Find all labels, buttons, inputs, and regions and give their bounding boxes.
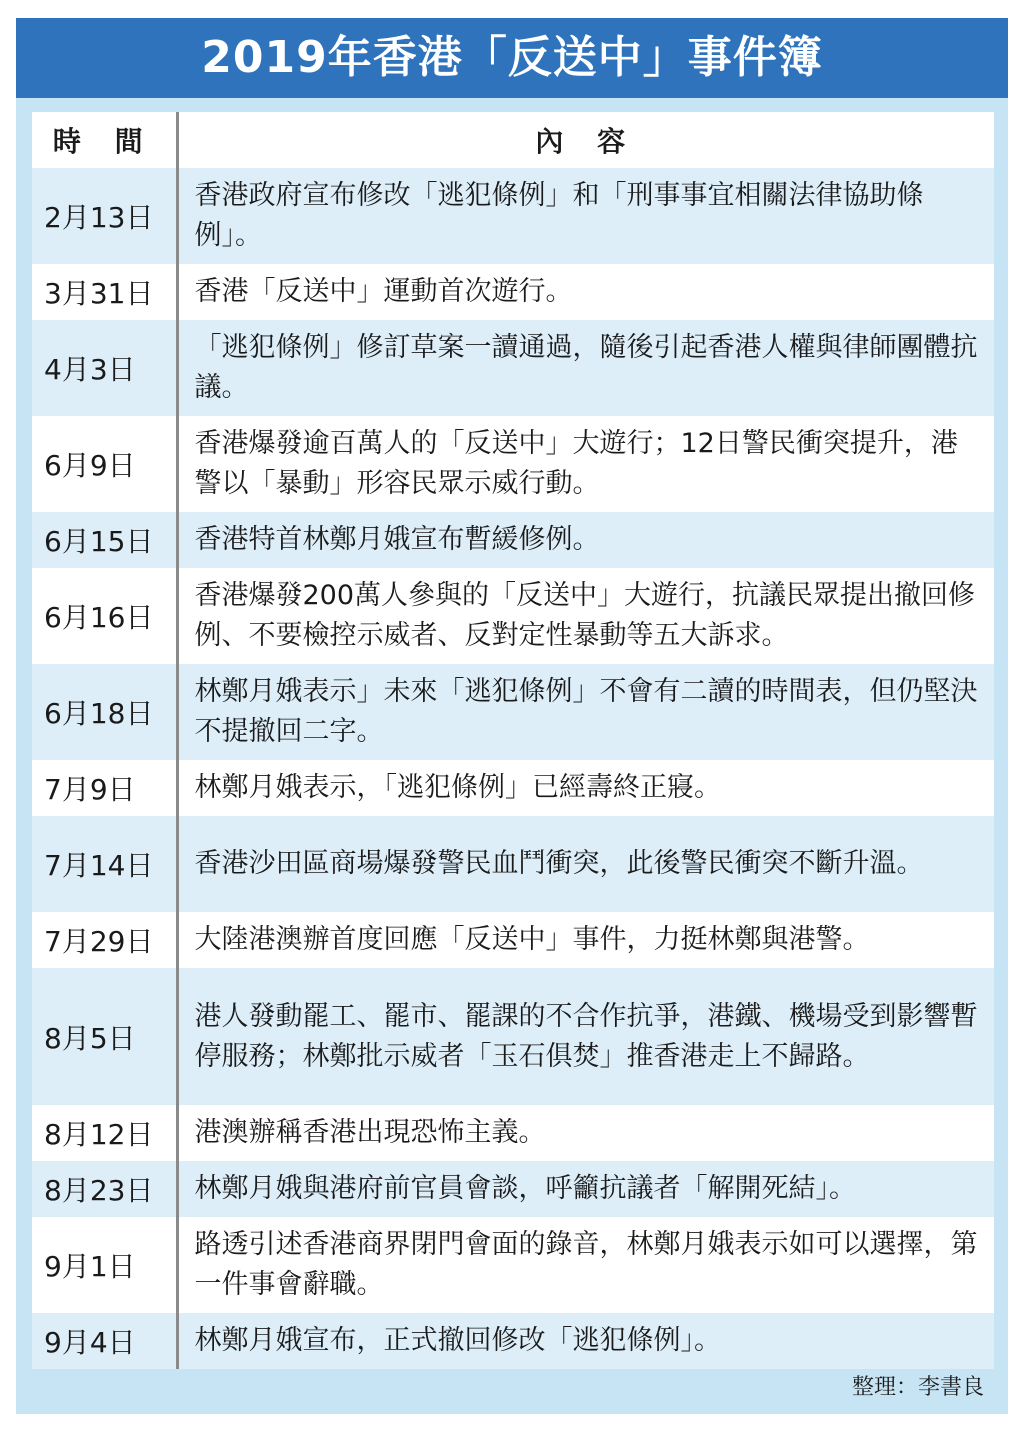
event-date: 6月16日: [32, 568, 177, 664]
event-description: 香港沙田區商場爆發警民血鬥衝突，此後警民衝突不斷升溫。: [177, 816, 994, 912]
table-row: [32, 912, 994, 968]
event-description: 「逃犯條例」修訂草案一讀通過，隨後引起香港人權與律師團體抗議。: [177, 320, 994, 416]
date-column-header: 時 間: [32, 112, 177, 168]
event-date: 8月5日: [32, 968, 177, 1105]
credit-line: 整理：李書良: [851, 1375, 984, 1400]
event-date: 7月9日: [32, 760, 177, 816]
event-date: 8月23日: [32, 1161, 177, 1217]
event-description: 港澳辦稱香港出現恐怖主義。: [177, 1105, 994, 1161]
table-row: [32, 968, 994, 1105]
table-header-row: [32, 112, 994, 168]
event-description: 香港政府宣布修改「逃犯條例」和「刑事事宜相關法律協助條例」。: [177, 168, 994, 264]
event-description: 林鄭月娥宣布，正式撤回修改「逃犯條例」。: [177, 1313, 994, 1369]
page-title: 2019年香港「反送中」事件簿: [16, 18, 1008, 98]
table-row: [32, 416, 994, 512]
table-row: [32, 1313, 994, 1369]
event-date: 2月13日: [32, 168, 177, 264]
table-row: [32, 264, 994, 320]
timeline-table: [32, 112, 994, 1369]
event-description: 香港「反送中」運動首次遊行。: [177, 264, 994, 320]
event-date: 6月9日: [32, 416, 177, 512]
event-description: 林鄭月娥表示，「逃犯條例」已經壽終正寢。: [177, 760, 994, 816]
table-row: [32, 760, 994, 816]
table-row: [32, 1217, 994, 1313]
table-row: [32, 664, 994, 760]
event-description: 路透引述香港商界閉門會面的錄音，林鄭月娥表示如可以選擇，第一件事會辭職。: [177, 1217, 994, 1313]
table-row: [32, 512, 994, 568]
event-description: 香港爆發200萬人參與的「反送中」大遊行，抗議民眾提出撤回修例、不要檢控示威者、反對定性暴動等五大訴求。: [177, 568, 994, 664]
event-date: 7月29日: [32, 912, 177, 968]
event-description: 香港特首林鄭月娥宣布暫緩修例。: [177, 512, 994, 568]
content-column-header: 內 容: [177, 112, 994, 168]
event-date: 9月4日: [32, 1313, 177, 1369]
event-description: 林鄭月娥表示」未來「逃犯條例」不會有二讀的時間表，但仍堅決不提撤回二字。: [177, 664, 994, 760]
event-description: 港人發動罷工、罷市、罷課的不合作抗爭，港鐵、機場受到影響暫停服務；林鄭批示威者「玉石俱焚」推香港走上不歸路。: [177, 968, 994, 1105]
event-date: 6月15日: [32, 512, 177, 568]
table-row: [32, 1161, 994, 1217]
table-row: [32, 168, 994, 264]
table-row: [32, 816, 994, 912]
timeline-table-wrapper: [32, 112, 994, 1369]
event-date: 3月31日: [32, 264, 177, 320]
event-date: 8月12日: [32, 1105, 177, 1161]
event-description: 香港爆發逾百萬人的「反送中」大遊行；12日警民衝突提升，港警以「暴動」形容民眾示威行動。: [177, 416, 994, 512]
event-date: 4月3日: [32, 320, 177, 416]
event-description: 大陸港澳辦首度回應「反送中」事件，力挺林鄭與港警。: [177, 912, 994, 968]
event-date: 9月1日: [32, 1217, 177, 1313]
infographic-frame: [16, 18, 1008, 1414]
event-date: 6月18日: [32, 664, 177, 760]
event-description: 林鄭月娥與港府前官員會談，呼籲抗議者「解開死結」。: [177, 1161, 994, 1217]
table-row: [32, 1105, 994, 1161]
event-date: 7月14日: [32, 816, 177, 912]
table-row: [32, 320, 994, 416]
table-row: [32, 568, 994, 664]
